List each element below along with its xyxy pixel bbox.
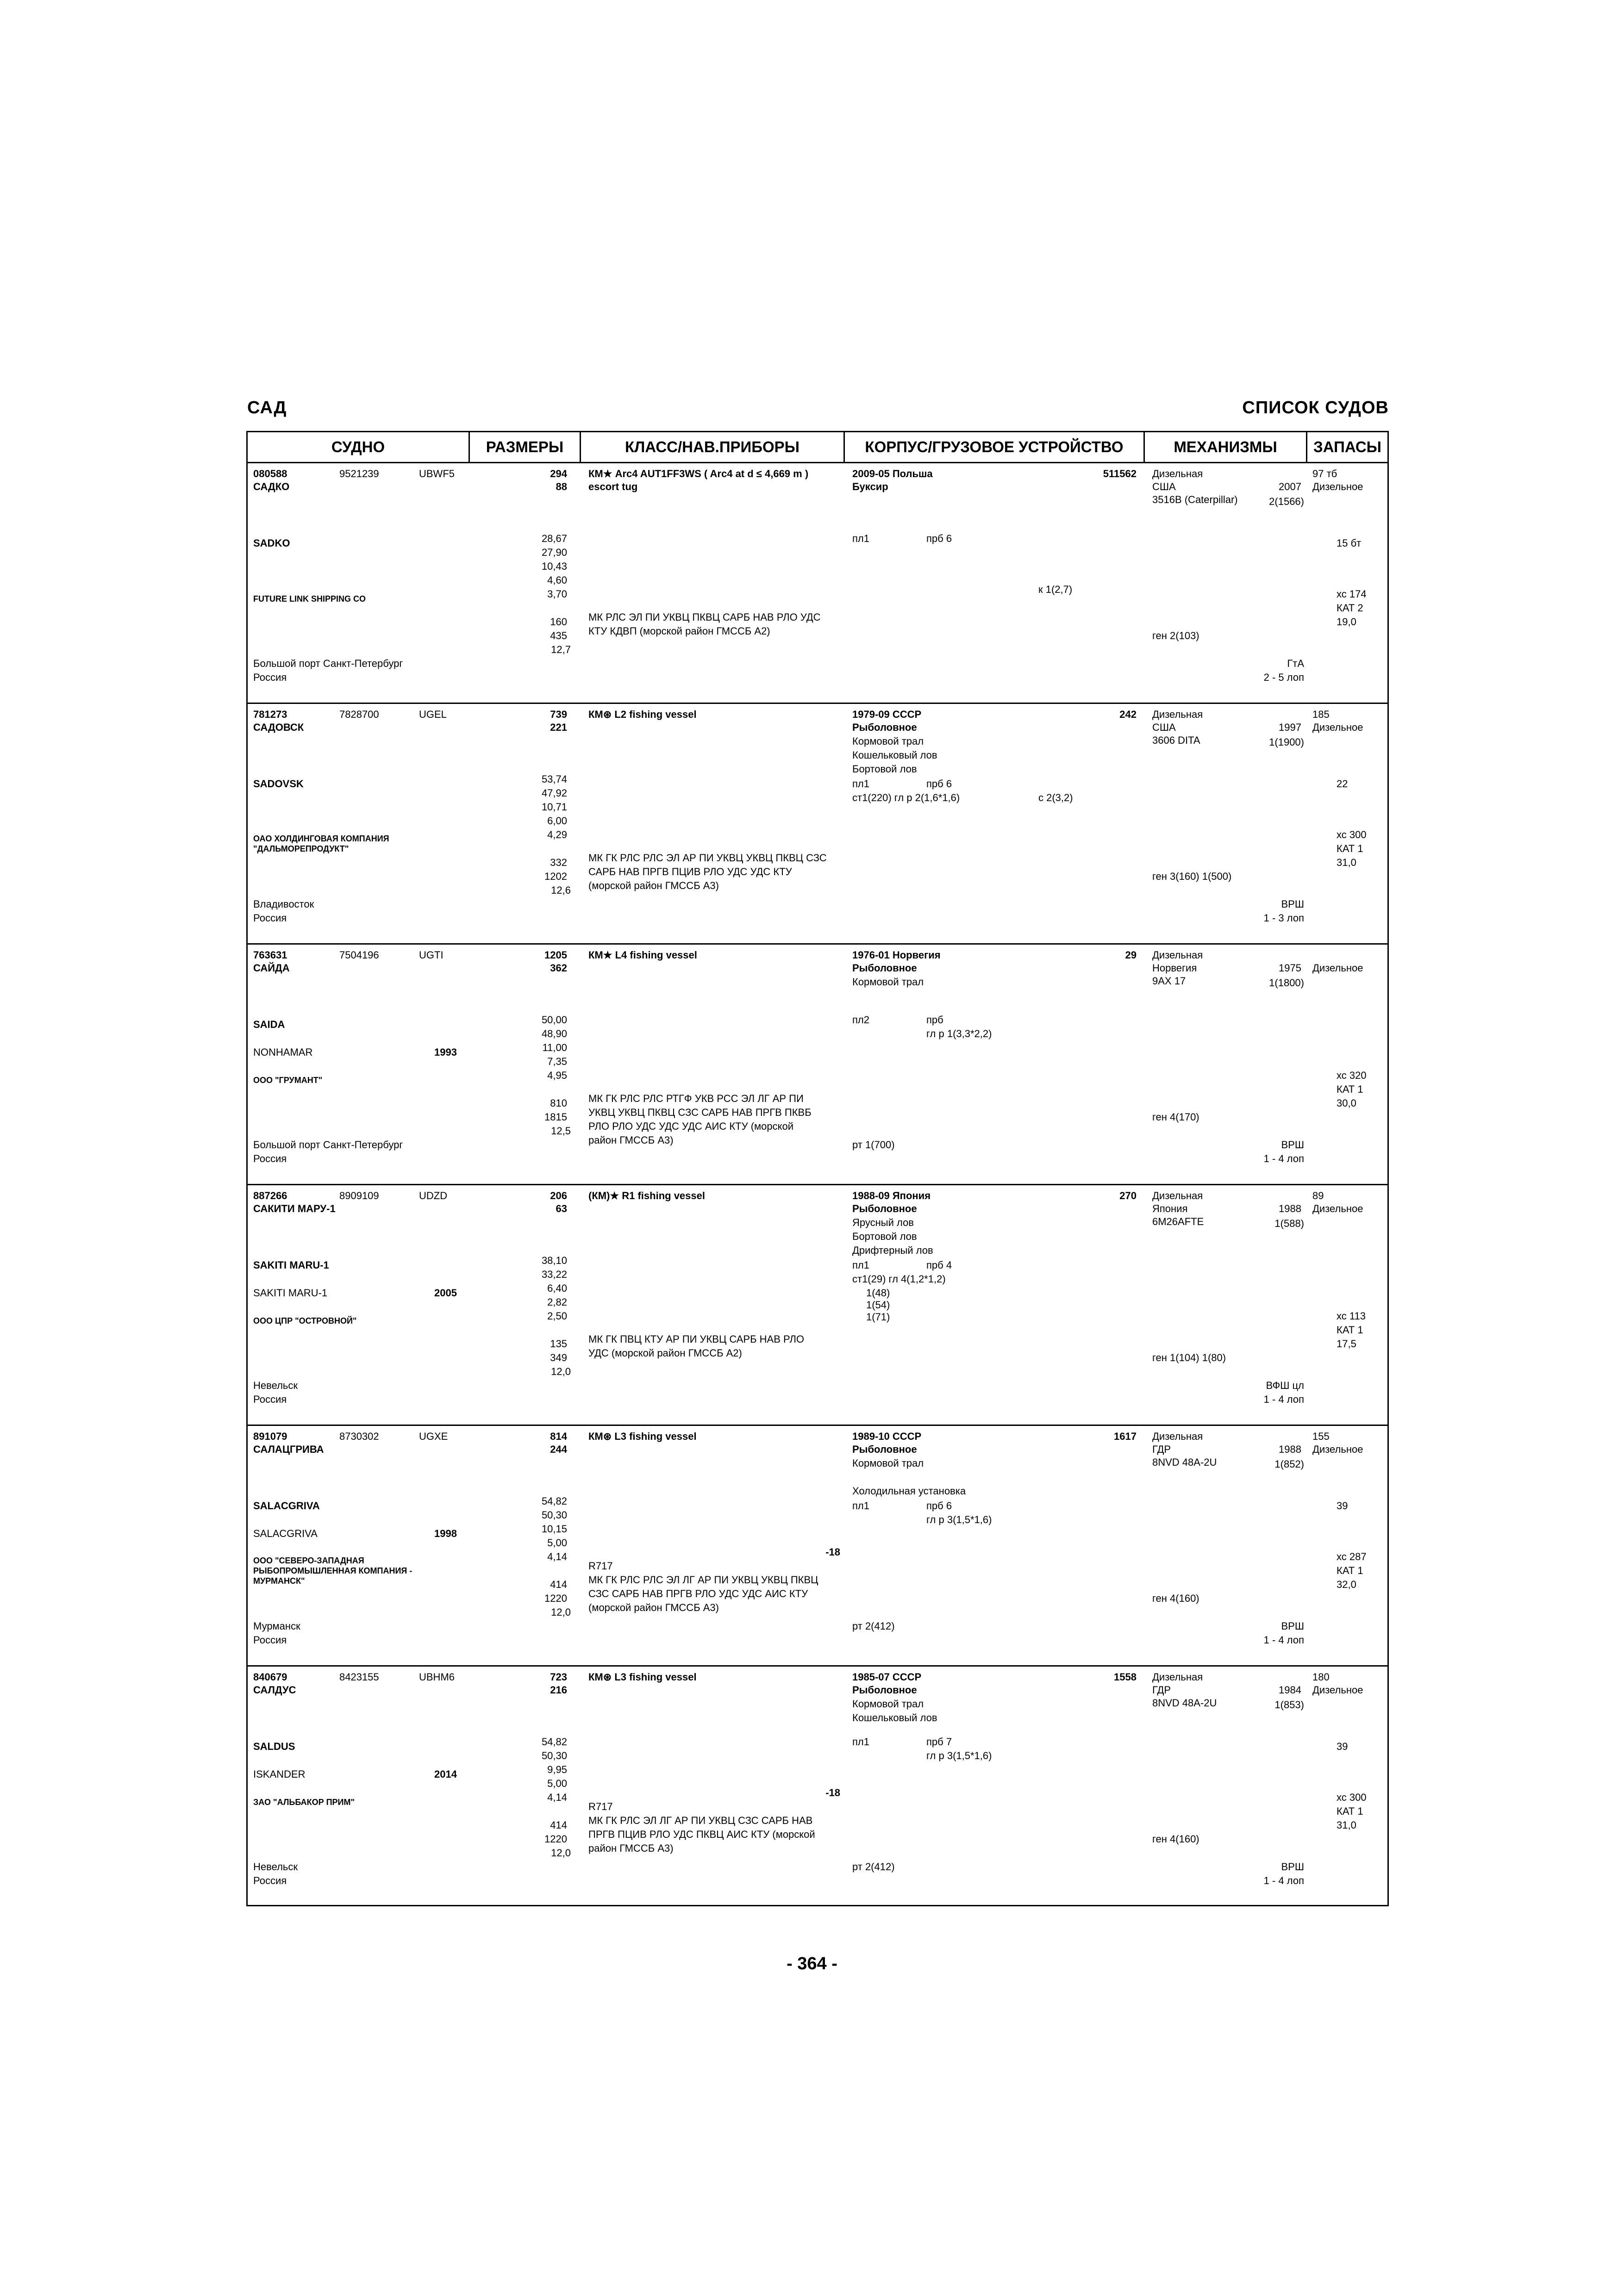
bulkhead-count: прб 6 <box>926 778 952 790</box>
fishing-method: Кошельковый лов <box>852 749 937 761</box>
dimension-value: 27,90 <box>541 547 567 558</box>
deck-count: пл1 <box>852 1259 869 1271</box>
home-port: Большой порт Санкт-Петербург <box>253 1139 403 1151</box>
ship-name-latin: SAIDA <box>253 1019 285 1030</box>
nav-equipment-line: (морской район ГМССБ А3) <box>588 880 719 891</box>
dimension-value: 2,82 <box>547 1296 567 1308</box>
yard-number: 270 <box>1119 1190 1137 1201</box>
nav-equipment-line: СЗС САРБ НАВ ПРГВ РЛО УДС УДС АИС КТУ <box>588 1588 808 1599</box>
dimension-value: 9,95 <box>547 1764 567 1775</box>
generators: ген 4(170) <box>1152 1111 1199 1123</box>
water-capacity: 39 <box>1337 1500 1348 1512</box>
hatch-info: гл р 3(1,5*1,6) <box>926 1514 992 1525</box>
former-name: ISKANDER <box>253 1768 306 1780</box>
col-head-class: КЛАСС/НАВ.ПРИБОРЫ <box>581 432 845 462</box>
class-notation: КМ★ Arc4 AUT1FF3WS ( Arc4 at d ≤ 4,669 m ) <box>588 468 809 479</box>
water-capacity: 39 <box>1337 1741 1348 1752</box>
nav-equipment-line: МК ГК РЛС ЭЛ ЛГ АР ПИ УКВЦ СЗС САРБ НАВ <box>588 1815 813 1826</box>
imo-number: 9521239 <box>339 468 379 479</box>
engine-country: ГДР <box>1152 1684 1171 1696</box>
fuel-type: Дизельное <box>1312 1444 1363 1455</box>
fishing-method: Кормовой трал <box>852 1698 924 1710</box>
dimension-value: 10,15 <box>541 1523 567 1535</box>
engine-year: 1975 <box>1279 962 1301 974</box>
speed-knots: 12,6 <box>551 884 571 896</box>
record-divider <box>248 703 1387 704</box>
endurance: 32,0 <box>1337 1579 1356 1590</box>
engine-power: 1(1800) <box>1269 977 1304 989</box>
crew-hp: хс 300 <box>1337 829 1367 840</box>
net-tonnage: 244 <box>550 1444 567 1455</box>
deck-count: пл1 <box>852 1500 869 1512</box>
yard-number: 1558 <box>1114 1671 1137 1683</box>
table-header-row <box>248 432 1387 463</box>
fishing-method: Дрифтерный лов <box>852 1244 933 1256</box>
bulkhead-count: прб 6 <box>926 1500 952 1512</box>
propeller-type: ВРШ <box>1281 1139 1304 1151</box>
category: КАТ 1 <box>1337 843 1363 854</box>
crane-info: к 1(2,7) <box>1038 584 1073 595</box>
header-title: СПИСОК СУДОВ <box>1242 398 1389 417</box>
net-tonnage: 216 <box>550 1684 567 1696</box>
category: КАТ 2 <box>1337 602 1363 614</box>
engine-country: США <box>1152 722 1176 733</box>
engine-model: 8NVD 48A-2U <box>1152 1697 1217 1709</box>
refrigerant: R717 <box>588 1560 613 1572</box>
gross-tonnage: 206 <box>550 1190 567 1201</box>
call-sign: UBHM6 <box>419 1671 455 1683</box>
vessel-type: Рыболовное <box>852 1203 917 1214</box>
engine-type: Дизельная <box>1152 1190 1203 1201</box>
flag-country: Россия <box>253 1153 287 1164</box>
nav-equipment-line: РЛО РЛО УДС УДС УДС АИС КТУ (морской <box>588 1120 794 1132</box>
category: КАТ 1 <box>1337 1324 1363 1336</box>
fishing-method: Холодильная установка <box>852 1485 966 1497</box>
deadweight: 414 <box>550 1819 567 1831</box>
engine-year: 1997 <box>1279 722 1301 733</box>
dimension-value: 50,30 <box>541 1509 567 1521</box>
engine-country: Норвегия <box>1152 962 1197 974</box>
dimension-value: 6,00 <box>547 815 567 827</box>
generators: ген 3(160) 1(500) <box>1152 871 1232 882</box>
engine-power: 2(1566) <box>1269 496 1304 507</box>
endurance: 31,0 <box>1337 1819 1356 1831</box>
fishing-method: Кормовой трал <box>852 1457 924 1469</box>
propeller-type: ВРШ <box>1281 898 1304 910</box>
speed-knots: 12,0 <box>551 1847 571 1859</box>
vessel-type: Рыболовное <box>852 962 917 974</box>
displacement: 1220 <box>544 1593 567 1604</box>
flag-country: Россия <box>253 1634 287 1646</box>
dimension-value: 38,10 <box>541 1255 567 1266</box>
hatch-info: гл р 1(3,3*2,2) <box>926 1028 992 1039</box>
reg-number: 781273 <box>253 709 287 720</box>
fishing-method: Кормовой трал <box>852 976 924 988</box>
ship-name: САКИТИ МАРУ-1 <box>253 1203 336 1214</box>
propeller-blades: 1 - 4 лоп <box>1263 1634 1304 1646</box>
fuel-type: Дизельное <box>1312 722 1363 733</box>
cargo-gear: рт 2(412) <box>852 1620 895 1632</box>
category: КАТ 1 <box>1337 1805 1363 1817</box>
propeller-blades: 1 - 3 лоп <box>1263 912 1304 924</box>
generators: ген 4(160) <box>1152 1593 1199 1604</box>
reg-number: 891079 <box>253 1431 287 1442</box>
refrigerant-temp: -18 <box>825 1546 840 1558</box>
fishing-method: Ярусный лов <box>852 1217 914 1228</box>
ship-owner: ООО "ГРУМАНТ" <box>253 1076 323 1085</box>
propeller-type: ВРШ <box>1281 1620 1304 1632</box>
dimension-value: 10,71 <box>541 801 567 813</box>
refrigerant: R717 <box>588 1801 613 1812</box>
refrigerant-temp: -18 <box>825 1787 840 1798</box>
nav-equipment-line: район ГМССБ А3) <box>588 1842 674 1854</box>
dimension-value: 4,60 <box>547 574 567 586</box>
ship-name-latin: SALDUS <box>253 1741 295 1752</box>
hatch-info: ст1(29) гл 4(1,2*1,2) <box>852 1273 946 1285</box>
water-capacity: 22 <box>1337 778 1348 790</box>
crew-hp: хс 300 <box>1337 1792 1367 1803</box>
ship-owner: ОАО ХОЛДИНГОВАЯ КОМПАНИЯ "ДАЛЬМОРЕПРОДУКТ" <box>253 834 389 853</box>
deadweight: 810 <box>550 1097 567 1109</box>
dimension-value: 4,29 <box>547 829 567 840</box>
water-capacity: 15 бт <box>1337 537 1362 549</box>
record-divider <box>248 1665 1387 1667</box>
dimension-value: 5,00 <box>547 1778 567 1789</box>
nav-equipment-line: САРБ НАВ ПРГВ ПЦИВ РЛО УДС УДС КТУ <box>588 866 792 877</box>
build-year-country: 2009-05 Польша <box>852 468 933 479</box>
ship-name: САДОВСК <box>253 722 304 733</box>
class-notation: КМ⊛ L3 fishing vessel <box>588 1671 697 1683</box>
nav-equipment-line: КТУ КДВП (морской район ГМССБ А2) <box>588 625 770 637</box>
build-year-country: 1976-01 Норвегия <box>852 949 941 961</box>
dimension-value: 47,92 <box>541 787 567 799</box>
ship-owner: ЗАО "АЛЬБАКОР ПРИМ" <box>253 1798 355 1807</box>
crew-hp: хс 287 <box>1337 1551 1367 1562</box>
gross-tonnage: 814 <box>550 1431 567 1442</box>
crew-hp: хс 174 <box>1337 588 1367 600</box>
propeller-type: ВРШ <box>1281 1861 1304 1873</box>
imo-number: 8909109 <box>339 1190 379 1201</box>
ship-name-latin: SADOVSK <box>253 778 304 790</box>
deck-count: пл2 <box>852 1014 869 1026</box>
ship-record <box>248 1426 1387 1667</box>
net-tonnage: 221 <box>550 722 567 733</box>
dimension-value: 53,74 <box>541 773 567 785</box>
fuel-type: Дизельное <box>1312 1684 1363 1696</box>
dimension-value: 54,82 <box>541 1495 567 1507</box>
crew-hp: хс 113 <box>1337 1310 1366 1322</box>
build-year-country: 1989-10 СССР <box>852 1431 922 1442</box>
fuel-capacity: 185 <box>1312 709 1330 720</box>
home-port: Владивосток <box>253 898 314 910</box>
vessel-type: Рыболовное <box>852 1444 917 1455</box>
reg-number: 763631 <box>253 949 287 961</box>
ship-table <box>246 431 1389 1906</box>
engine-model: 8NVD 48A-2U <box>1152 1456 1217 1468</box>
speed-knots: 12,0 <box>551 1366 571 1377</box>
flag-country: Россия <box>253 912 287 924</box>
engine-type: Дизельная <box>1152 709 1203 720</box>
speed-knots: 12,0 <box>551 1606 571 1618</box>
propeller-blades: 1 - 4 лоп <box>1263 1875 1304 1886</box>
engine-year: 1988 <box>1279 1203 1301 1214</box>
nav-equipment-line: МК ГК РЛС РЛС РТГФ УКВ РСС ЭЛ ЛГ АР ПИ <box>588 1093 804 1104</box>
bulkhead-count: прб <box>926 1014 943 1026</box>
fuel-type: Дизельное <box>1312 1203 1363 1214</box>
engine-model: 6M26AFTE <box>1152 1216 1204 1227</box>
engine-type: Дизельная <box>1152 949 1203 961</box>
fishing-method: Кормовой трал <box>852 735 924 747</box>
dimension-value: 50,30 <box>541 1750 567 1761</box>
fishing-method: Кошельковый лов <box>852 1712 937 1724</box>
nav-equipment-line: (морской район ГМССБ А3) <box>588 1602 719 1613</box>
col-head-stores: ЗАПАСЫ <box>1313 438 1381 455</box>
home-port: Невельск <box>253 1380 298 1391</box>
fuel-type: Дизельное <box>1312 481 1363 492</box>
ship-name: САЙДА <box>253 962 290 974</box>
former-name-year: 1998 <box>434 1528 457 1539</box>
home-port: Большой порт Санкт-Петербург <box>253 658 403 669</box>
home-port: Невельск <box>253 1861 298 1873</box>
crew-hp: хс 320 <box>1337 1070 1367 1081</box>
call-sign: UGTI <box>419 949 443 961</box>
displacement: 435 <box>550 630 567 641</box>
generators: ген 2(103) <box>1152 630 1199 641</box>
dimension-value: 4,14 <box>547 1792 567 1803</box>
hatch-info: гл р 3(1,5*1,6) <box>926 1750 992 1761</box>
vessel-type: Рыболовное <box>852 722 917 733</box>
fishing-method: Бортовой лов <box>852 1231 917 1242</box>
reg-number: 887266 <box>253 1190 287 1201</box>
nav-equipment-line: район ГМССБ А3) <box>588 1134 674 1146</box>
engine-type: Дизельная <box>1152 468 1203 479</box>
displacement: 349 <box>550 1352 567 1363</box>
call-sign: UGXE <box>419 1431 448 1442</box>
cargo-gear: 1(48) 1(54) 1(71) <box>866 1287 890 1323</box>
category: КАТ 1 <box>1337 1565 1363 1576</box>
fuel-capacity: 97 тб <box>1312 468 1337 479</box>
net-tonnage: 362 <box>550 962 567 974</box>
endurance: 19,0 <box>1337 616 1356 628</box>
dimension-value: 28,67 <box>541 533 567 544</box>
yard-number: 511562 <box>1103 468 1137 479</box>
nav-equipment-line: МК ГК РЛС РЛС ЭЛ ЛГ АР ПИ УКВЦ УКВЦ ПКВЦ <box>588 1574 818 1586</box>
dimension-value: 3,70 <box>547 588 567 600</box>
dimension-value: 54,82 <box>541 1736 567 1748</box>
engine-power: 1(588) <box>1274 1218 1304 1229</box>
ship-record <box>248 704 1387 945</box>
dimension-value: 6,40 <box>547 1282 567 1294</box>
engine-year: 2007 <box>1279 481 1301 492</box>
cargo-gear: рт 2(412) <box>852 1861 895 1873</box>
ship-name-latin: SADKO <box>253 537 290 549</box>
dimension-value: 48,90 <box>541 1028 567 1039</box>
former-name: SAKITI MARU-1 <box>253 1287 328 1299</box>
nav-equipment-line: МК ГК РЛС РЛС ЭЛ АР ПИ УКВЦ УКВЦ ПКВЦ СЗС <box>588 852 827 864</box>
engine-type: Дизельная <box>1152 1431 1203 1442</box>
gross-tonnage: 1205 <box>544 949 567 961</box>
vessel-type: Рыболовное <box>852 1684 917 1696</box>
former-name-year: 1993 <box>434 1046 457 1058</box>
col-head-hull: КОРПУС/ГРУЗОВОЕ УСТРОЙСТВО <box>845 432 1145 462</box>
net-tonnage: 63 <box>556 1203 567 1214</box>
deadweight: 414 <box>550 1579 567 1590</box>
former-name-year: 2005 <box>434 1287 457 1299</box>
propeller-blades: 1 - 4 лоп <box>1263 1153 1304 1164</box>
dimension-value: 11,00 <box>542 1042 567 1053</box>
engine-type: Дизельная <box>1152 1671 1203 1683</box>
build-year-country: 1988-09 Япония <box>852 1190 931 1201</box>
category: КАТ 1 <box>1337 1083 1363 1095</box>
engine-power: 1(853) <box>1274 1699 1304 1711</box>
record-divider <box>248 943 1387 945</box>
ship-record <box>248 463 1387 704</box>
col-head-ship: СУДНО <box>248 432 470 462</box>
imo-number: 7828700 <box>339 709 379 720</box>
class-notation: КМ⊛ L3 fishing vessel <box>588 1431 697 1442</box>
dimension-value: 7,35 <box>547 1056 567 1067</box>
former-name: SALACGRIVA <box>253 1528 318 1539</box>
deadweight: 332 <box>550 857 567 868</box>
flag-country: Россия <box>253 672 287 683</box>
build-year-country: 1979-09 СССР <box>852 709 922 720</box>
speed-knots: 12,5 <box>551 1125 571 1137</box>
gross-tonnage: 294 <box>550 468 567 479</box>
dimension-value: 10,43 <box>541 560 567 572</box>
call-sign: UGEL <box>419 709 447 720</box>
fuel-capacity: 155 <box>1312 1431 1330 1442</box>
former-name: NONHAMAR <box>253 1046 313 1058</box>
propeller-type: ГтА <box>1287 658 1304 669</box>
class-notation: (КМ)★ R1 fishing vessel <box>588 1190 705 1201</box>
nav-equipment-line: ПРГВ ПЦИВ РЛО УДС ПКВЦ АИС КТУ (морской <box>588 1829 815 1840</box>
bulkhead-count: прб 7 <box>926 1736 952 1748</box>
nav-equipment-line: МК ГК ПВЦ КТУ АР ПИ УКВЦ САРБ НАВ РЛО <box>588 1333 804 1345</box>
yard-number: 1617 <box>1114 1431 1137 1442</box>
displacement: 1220 <box>544 1833 567 1845</box>
home-port: Мурманск <box>253 1620 300 1632</box>
dimension-value: 2,50 <box>547 1310 567 1322</box>
dimension-value: 4,95 <box>547 1070 567 1081</box>
ship-name-latin: SAKITI MARU-1 <box>253 1259 329 1271</box>
gross-tonnage: 723 <box>550 1671 567 1683</box>
crane-info: с 2(3,2) <box>1038 792 1073 803</box>
ship-owner: FUTURE LINK SHIPPING CO <box>253 594 366 604</box>
engine-year: 1984 <box>1279 1684 1301 1696</box>
reg-number: 840679 <box>253 1671 287 1683</box>
net-tonnage: 88 <box>556 481 567 492</box>
col-head-dims: РАЗМЕРЫ <box>470 432 581 462</box>
deck-count: пл1 <box>852 533 869 544</box>
ship-name-latin: SALACGRIVA <box>253 1500 320 1512</box>
class-notation: КМ⊛ L2 fishing vessel <box>588 709 697 720</box>
fishing-method: Бортовой лов <box>852 763 917 775</box>
vessel-type: Буксир <box>852 481 888 492</box>
cargo-gear: рт 1(700) <box>852 1139 895 1151</box>
dimension-value: 5,00 <box>547 1537 567 1549</box>
yard-number: 29 <box>1125 949 1137 961</box>
imo-number: 8730302 <box>339 1431 379 1442</box>
endurance: 30,0 <box>1337 1097 1356 1109</box>
flag-country: Россия <box>253 1394 287 1405</box>
col-head-machinery: МЕХАНИЗМЫ <box>1145 432 1307 462</box>
nav-equipment-line: УКВЦ УКВЦ ПКВЦ СЗС САРБ НАВ ПРГВ ПКВБ <box>588 1107 812 1118</box>
deck-count: пл1 <box>852 1736 869 1748</box>
record-divider <box>248 1184 1387 1185</box>
propeller-blades: 2 - 5 лоп <box>1263 672 1304 683</box>
gross-tonnage: 739 <box>550 709 567 720</box>
bulkhead-count: прб 6 <box>926 533 952 544</box>
page-number: - 364 - <box>787 1954 837 1973</box>
propeller-type: ВФШ цл <box>1266 1380 1304 1391</box>
ship-name: САДКО <box>253 481 290 492</box>
speed-knots: 12,7 <box>551 644 571 655</box>
nav-equipment-line: МК РЛС ЭЛ ПИ УКВЦ ПКВЦ САРБ НАВ РЛО УДС <box>588 611 821 623</box>
engine-power: 1(1900) <box>1269 736 1304 748</box>
engine-power: 1(852) <box>1274 1458 1304 1470</box>
deadweight: 135 <box>550 1338 567 1350</box>
fuel-type: Дизельное <box>1312 962 1363 974</box>
ship-record <box>248 1667 1387 1907</box>
fuel-capacity: 89 <box>1312 1190 1324 1201</box>
class-notation-extra: escort tug <box>588 481 638 492</box>
engine-country: ГДР <box>1152 1444 1171 1455</box>
former-name-year: 2014 <box>434 1768 457 1780</box>
displacement: 1202 <box>544 871 567 882</box>
engine-country: Япония <box>1152 1203 1188 1214</box>
deadweight: 160 <box>550 616 567 628</box>
ship-name: САЛДУС <box>253 1684 296 1696</box>
build-year-country: 1985-07 СССР <box>852 1671 922 1683</box>
call-sign: UDZD <box>419 1190 448 1201</box>
engine-year: 1988 <box>1279 1444 1301 1455</box>
header-section-code: САД <box>247 398 287 417</box>
ship-record <box>248 945 1387 1185</box>
ship-owner: ООО ЦПР "ОСТРОВНОЙ" <box>253 1316 357 1325</box>
yard-number: 242 <box>1119 709 1137 720</box>
imo-number: 8423155 <box>339 1671 379 1683</box>
reg-number: 080588 <box>253 468 287 479</box>
nav-equipment-line: УДС (морской район ГМССБ А2) <box>588 1347 742 1359</box>
engine-country: США <box>1152 481 1176 492</box>
generators: ген 4(160) <box>1152 1833 1199 1845</box>
bulkhead-count: прб 4 <box>926 1259 952 1271</box>
propeller-blades: 1 - 4 лоп <box>1263 1394 1304 1405</box>
ship-record <box>248 1185 1387 1426</box>
engine-model: 3606 DITA <box>1152 734 1200 746</box>
fuel-capacity: 180 <box>1312 1671 1330 1683</box>
dimension-value: 33,22 <box>541 1269 567 1280</box>
imo-number: 7504196 <box>339 949 379 961</box>
class-notation: КМ★ L4 fishing vessel <box>588 949 697 961</box>
displacement: 1815 <box>544 1111 567 1123</box>
hatch-info: ст1(220) гл р 2(1,6*1,6) <box>852 792 960 803</box>
call-sign: UBWF5 <box>419 468 455 479</box>
record-divider <box>248 1425 1387 1426</box>
flag-country: Россия <box>253 1875 287 1886</box>
dimension-value: 4,14 <box>547 1551 567 1562</box>
generators: ген 1(104) 1(80) <box>1152 1352 1226 1363</box>
endurance: 17,5 <box>1337 1338 1356 1350</box>
ship-owner: ООО "СЕВЕРО-ЗАПАДНАЯ РЫБОПРОМЫШЛЕННАЯ КОМПАНИЯ - МУРМАНСК" <box>253 1556 412 1586</box>
deck-count: пл1 <box>852 778 869 790</box>
engine-model: 9AX 17 <box>1152 975 1186 987</box>
engine-model: 3516B (Caterpillar) <box>1152 494 1238 505</box>
endurance: 31,0 <box>1337 857 1356 868</box>
dimension-value: 50,00 <box>541 1014 567 1026</box>
ship-name: САЛАЦГРИВА <box>253 1444 324 1455</box>
